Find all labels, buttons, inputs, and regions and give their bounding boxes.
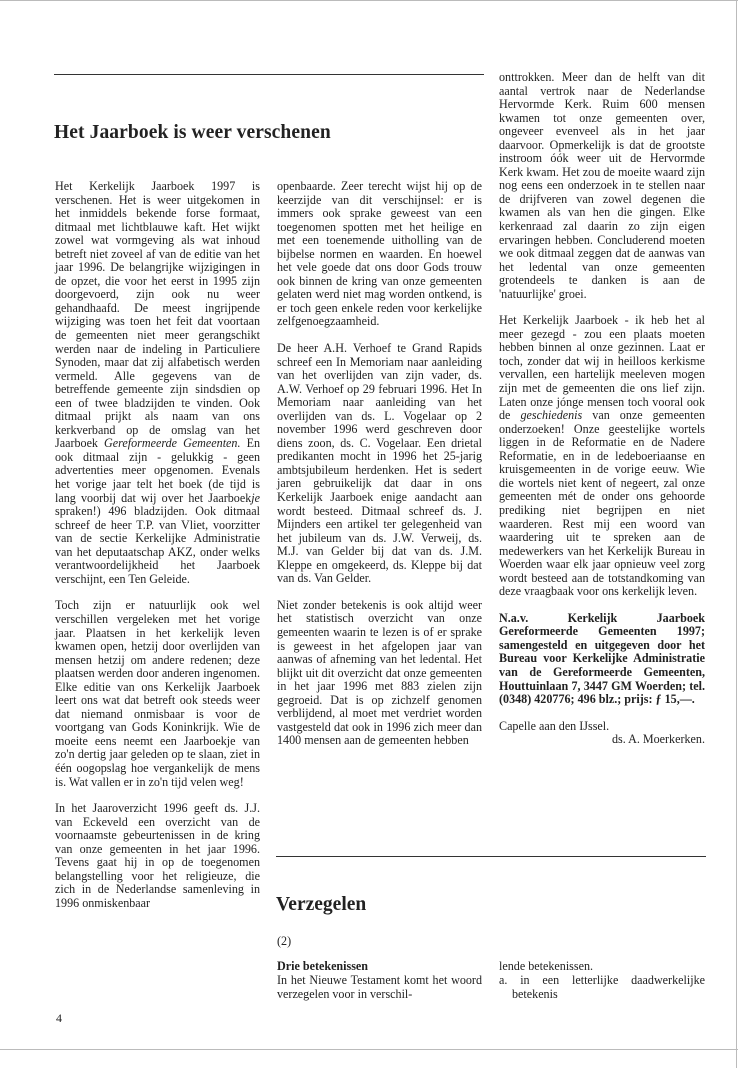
paragraph: De heer A.H. Verhoef te Grand Rapids schreef een In Memoriam naar aanleiding van het overlijden van zijn vader, ds. A.W. Verhoef op 29 februari 1996. Het In Memoriam naar aanleiding van het overlijden van ds. L. Vogelaar op 2 november 1996 werd geschreven door diens zoon, ds. C. Vogelaar. Een drietal predikanten mocht in 1996 het 25-jarig ambtsjubileum herdenken. Het is sedert jaren gebruikelijk dat daar in ons Kerkelijk Jaarboek enige aandacht aan wordt besteed. Ditmaal schreef ds. J. Mijnders een artikel ter gelegenheid van het jubileum van ds. J.W. Verweij, ds. M.J. van Gelder bij dat van ds. J.M. Kleppe en omgekeerd, ds. Kleppe bij dat van ds. Van Gelder. — [277, 341, 482, 586]
article2-subheading: Drie betekenissen — [277, 959, 369, 973]
top-rule — [54, 74, 484, 75]
article-column-2 — [277, 180, 482, 748]
paragraph: In het Jaaroverzicht 1996 geeft ds. J.J. van Eckeveld een overzicht van de voornaamste gebeurtenissen in de kring van onze gemeenten in het jaar 1996. Tevens gaat hij in op de toegenomen belangstelling voor het religieuze, die zich in de Nederlandse samenleving in 1996 onmiskenbaar — [55, 801, 260, 910]
article2-col3-line: lende betekenissen. — [499, 959, 594, 973]
page-edge-right — [736, 0, 737, 1068]
author-signature: ds. A. Moerkerken. — [611, 732, 705, 747]
place-line: Capelle aan den IJssel. — [499, 718, 610, 733]
article2-list-item-a: a. in een letterlijke daadwerkelijke — [499, 973, 705, 987]
article2-column-2: In het Nieuwe Testament komt het woord verzegelen voor in verschil- — [277, 973, 482, 1001]
article2-number: (2) — [277, 934, 292, 948]
paragraph: Het Kerkelijk Jaarboek 1997 is verschenen. Het is weer uitgekomen in het inmiddels bekende forse formaat, ditmaal met lichtblauwe kaft. Het wijkt zowel wat vormgeving als wat inhoud betreft niet zoveel af van de editie van het jaar 1996. De belangrijke wijzigingen in de opzet, die voor het eerst in 1995 zijn doorgevoerd, zijn ook nu weer gehandhaafd. De meest ingrijpende wijziging was toen het feit dat voortaan de gemeenten niet meer gerangschikt werden naar de indeling in Particuliere Synoden, maar dat zij alfabetisch werden vermeld. Alle gegevens van de betreffende gemeente zijn sindsdien op een of twee bladzijden te vinden. Ook ditmaal prijkt als naam van ons kerkverband op de omslag van het Jaarboek Gereformeerde Gemeenten. En ook ditmaal zijn - gelukkig - geen advertenties meer opgenomen. Evenals het vorige jaar telt het boek (de tijd is lang voorbij dat wij over het Jaarboekje spraken!) 496 bladzijden. Ook ditmaal schreef de heer T.P. van Vliet, voorzitter van de sectie Kerkelijke Administratie van het deputaatschap AKZ, onder welks verantwoordelijkheid het Jaarboek verschijnt, een Ten Geleide. — [55, 179, 260, 586]
paragraph: Het Kerkelijk Jaarboek - ik heb het al meer gezegd - zou een plaats moeten hebben binnen al onze gezinnen. Laat er toch, zonder dat wij in heilloos kerkisme vervallen, een hartelijk meeleven mogen zijn met de gemeenten die ons lief zijn. Laten onze jónge mensen toch vooral ook de geschiedenis van onze gemeenten onderzoeken! Onze geestelijke wortels liggen in de Reformatie en de Nadere Reformatie, en in de ledeboeriaanse en kruisgemeenten in de vorige eeuw. Wie die wortels niet kent of negeert, zal onze gemeenten mét de onder ons gehoorde prediking niet begrijpen en niet waarderen. Rest mij een woord van waardering uit te spreken aan de medewerkers van het Kerkelijk Bureau in Woerden waar elk jaar opnieuw veel zorg wordt besteed aan de totstandkoming van deze vraagbaak voor ons kerkelijk leven. — [499, 313, 705, 599]
emphasis: Gereformeerde Gemeenten. — [104, 436, 241, 451]
article-title: Het Jaarboek is weer verschenen — [54, 122, 331, 143]
paragraph: openbaarde. Zeer terecht wijst hij op de keerzijde van dit verschijnsel: er is immers ook sprake geweest van een toegenomen spotten met het heilige en met een toenemende uitholling van de bijbelse normen en waarden. En hoewel het vele goede dat ons door Gods trouw ook binnen de kring van onze gemeenten gelaten werd niet mag worden ontkend, is er toch geen enkele reden voor kerkelijke zelfgenoegzaamheid. — [277, 179, 482, 329]
page-number: 4 — [56, 1011, 62, 1025]
article-column-1 — [55, 180, 260, 910]
section-rule — [276, 856, 706, 857]
page-edge-bottom — [0, 1049, 738, 1050]
article2-title: Verzegelen — [276, 894, 367, 915]
book-info: N.a.v. Kerkelijk Jaarboek Gereformeerde Gemeenten 1997; samengesteld en uitgegeven door het Bureau voor Kerkelijke Administratie van de Gereformeerde Gemeenten, Houttuinlaan 7, 3447 GM Woerden; tel. (0348) 420776; 496 blz.; prijs: ƒ 15,—. — [499, 610, 705, 707]
paragraph: onttrokken. Meer dan de helft van dit aantal vertrok naar de Nederlandse Hervormde Kerk. Ruim 600 mensen kwamen tot onze gemeenten over, ongeveer evenveel als in het jaar daarvoor. Opmerkelijk is dat de grootste instroom óók weer uit de Hervormde Kerk kwam. Het zou de moeite waard zijn nog eens een onderzoek in te stellen naar de drijfveren van zowel degenen die kwamen als van hen die gingen. Elke kerkenraad zal daarin zo zijn eigen ervaringen hebben. Concluderend moeten we ook ditmaal zeggen dat de aanwas van het ledental van onze gemeenten grotendeels te danken is aan de 'natuurlijke' groei. — [499, 70, 705, 301]
paragraph: Niet zonder betekenis is ook altijd weer het statistisch overzicht van onze gemeenten waarin te lezen is of er sprake is geweest in het afgelopen jaar van aanwas of afneming van het ledental. Het blijkt uit dit overzicht dat onze gemeenten in het jaar 1996 met 883 zielen zijn gegroeid. Dat is op zichzelf genomen verblijdend, al moet met verdriet worden vastgesteld dat ook in 1996 zich meer dan 1400 mensen aan de gemeenten hebben — [277, 597, 482, 748]
article-column-3 — [499, 71, 705, 747]
emphasis: geschiedenis — [520, 408, 583, 423]
article2-list-item-a-cont: betekenis — [512, 987, 558, 1001]
paragraph: Toch zijn er natuurlijk ook wel verschillen vergeleken met het vorige jaar. Plaatsen in het kerkelijk leven kwamen open, hetzij door overlijden van mensen hetzij om andere redenen; deze plaatsen werden door anderen ingenomen. Elke editie van ons Kerkelijk Jaarboek leert ons wat dat betreft ook steeds weer dat niemand onmisbaar is voor de voortgang van Gods Koninkrijk. Wie de moeite eens neemt een Jaarboekje van zo'n dertig jaar geleden op te slaan, ziet in één oogopslag hoe vergankelijk de mens is. Wat vallen er in zo'n tijd velen weg! — [55, 598, 260, 789]
page-edge-top — [0, 0, 738, 1]
emphasis: je — [251, 490, 260, 505]
